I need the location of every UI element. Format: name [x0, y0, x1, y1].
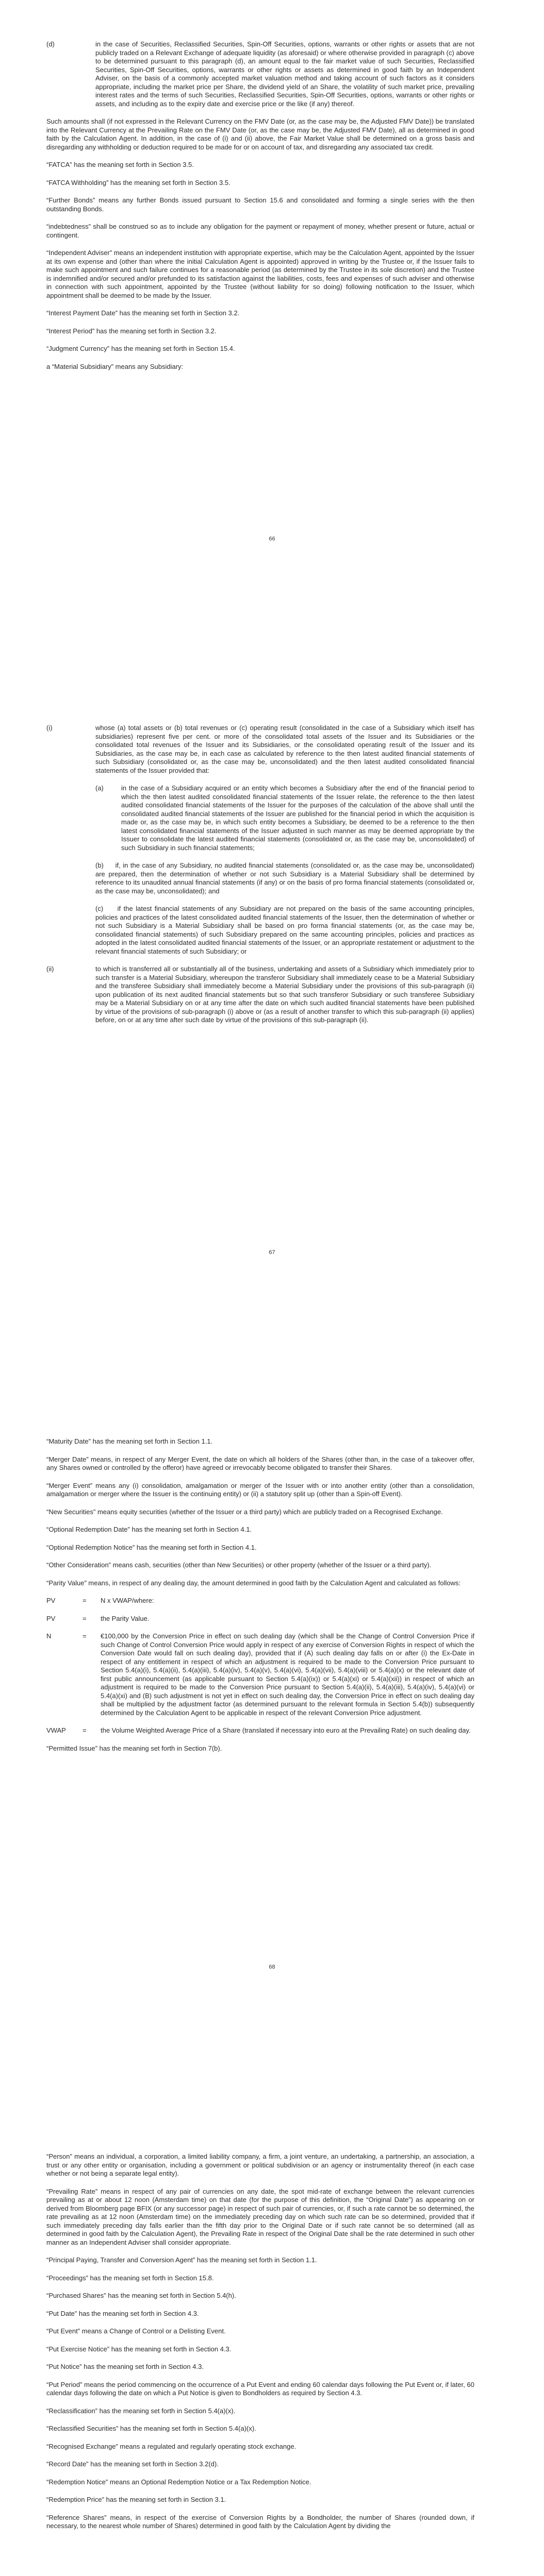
formula-row — [46, 1615, 474, 1623]
def-redemption-notice: “Redemption Notice” means an Optional Redemption Notice or a Tax Redemption Notice. — [46, 2478, 311, 2486]
def-purchased-shares: “Purchased Shares” has the meaning set forth in Section 5.4(h). — [46, 2292, 236, 2299]
def-optional-redemption-notice: “Optional Redemption Notice” has the meaning set forth in Section 4.1. — [46, 1543, 257, 1551]
formula-label: N — [46, 1632, 52, 1640]
def-proceedings: “Proceedings” has the meaning set forth in Section 15.8. — [46, 2274, 214, 2282]
page-number-66: 66 — [269, 536, 275, 542]
sub-b-text: (b) if, in the case of any Subsidiary, no audited financial statements (consolidated or, as the case may be, unconsolidated) are prepared, then the determination of whether or not such Subsidiary is a Material Subsidiary shall be determined by reference to its unaudited annual financial statements (if any) or on the basis of pro forma financial statements (consolidated or, as the case may be, unconsolidated); and — [95, 861, 474, 895]
item-d — [46, 40, 474, 108]
def-recognised-exchange: “Recognised Exchange” means a regulated and regularly operating stock exchange. — [46, 2442, 296, 2450]
formula-label: PV — [46, 1614, 56, 1622]
def-judgment-currency: “Judgment Currency” has the meaning set forth in Section 15.4. — [46, 345, 235, 352]
such-amounts-paragraph: Such amounts shall (if not expressed in the Relevant Currency on the FMV Date (or, as the case may be, the Adjusted FMV Date)) be translated into the Relevant Currency at the Prevailing Rate on the FMV Date (or, as the case may be, the Adjusted FMV Date), all as determined in good faith by the Calculation Agent. In addition, in the case of (i) and (ii) above, the Fair Market Value shall be determined on a gross basis and disregarding any withholding or deduction required to be made for or on account of tax, and disregarding any associated tax credit. — [46, 117, 474, 151]
formula-row — [46, 1632, 474, 1717]
formula-equals: = — [83, 1632, 87, 1640]
item-i-text: whose (a) total assets or (b) total revenues or (c) operating result (consolidated in the case of a Subsidiary which itself has subsidiaries) represent five per cent. or more of the consolidated total assets of the Issuer and its Subsidiaries or the consolidated total revenues of the Issuer and its Subsidiaries, or the consolidated operating result of the Issuer and its Subsidiaries, as the case may be, in each case as calculated by reference to the then latest audited financial statements of such Subsidiary (consolidated or, as the case may be, unconsolidated) and the then latest audited consolidated financial statements of the Issuer provided that: — [95, 724, 474, 774]
def-interest-period: “Interest Period” has the meaning set forth in Section 3.2. — [46, 327, 217, 335]
def-prevailing-rate: “Prevailing Rate” means in respect of any pair of currencies on any date, the spot mid-rate of exchange between the relevant currencies prevailing as at or about 12 noon (Amsterdam time) on that date (for the purpose of this definition, the “Original Date”) as appearing on or derived from Bloomberg page BFIX (or any successor page) in respect of such pair of currencies, or, if such a rate cannot be so determined, the rate prevailing as at 12 noon (Amsterdam time) on the immediately preceding day on which such rate can be so determined, provided that if such immediately preceding day falls earlier than the fifth day prior to the Original Date or if such rate cannot be so determined (all as determined in good faith by the Calculation Agent), the Prevailing Rate in respect of the Original Date shall be the rate determined in such other manner as an Independent Adviser shall consider appropriate. — [46, 2187, 474, 2246]
item-ii — [46, 965, 474, 1025]
def-reclassification: “Reclassification” has the meaning set forth in Section 5.4(a)(x). — [46, 2406, 236, 2415]
def-reference-shares: “Reference Shares” means, in respect of the exercise of Conversion Rights by a Bondholder, the number of Shares (rounded down, if necessary, to the nearest whole number of Shares) determined in good faith by the Calculation Agent by dividing the — [46, 2513, 474, 2530]
def-material-subsidiary: a “Material Subsidiary” means any Subsidiary: — [46, 362, 184, 370]
formula-text: the Volume Weighted Average Price of a Share (translated if necessary into euro at the Prevailing Rate) on such dealing day. — [101, 1726, 471, 1734]
def-fatca-withholding: “FATCA Withholding” has the meaning set forth in Section 3.5. — [46, 178, 230, 187]
def-parity-value: “Parity Value” means, in respect of any dealing day, the amount determined in good faith by the Calculation Agent and calculated as follows: — [46, 1579, 461, 1587]
def-put-event: “Put Event” means a Change of Control or a Delisting Event. — [46, 2327, 226, 2335]
def-record-date: “Record Date” has the meaning set forth in Section 3.2(d). — [46, 2460, 219, 2468]
formula-row — [46, 1726, 474, 1735]
item-d-text: in the case of Securities, Reclassified Securities, Spin-Off Securities, options, warrants or other rights or assets that are not publicly traded on a Relevant Exchange of adequate liquidity (as aforesaid) or where otherwise provided in paragraph (c) above to be determined pursuant to this paragraph (d), an amount equal to the fair market value of such Securities, Reclassified Securities, Spin-Off Securities, options, warrants or other rights or assets as determined in good faith by an Independent Adviser, on the basis of a commonly accepted market valuation method and taking account of such factors as it considers appropriate, including the market price per Share, the dividend yield of an Share, the volatility of such market price, prevailing interest rates and the terms of such Securities, Reclassified Securities, Spin-Off Securities, options, warrants or other rights or assets, and including as to the expiry date and exercise price or the like (if any) thereof. — [95, 40, 474, 108]
def-redemption-price: “Redemption Price” has the meaning set forth in Section 3.1. — [46, 2496, 226, 2503]
def-other-consideration: “Other Consideration” means cash, securities (other than New Securities) or other property (whether of the Issuer or a third party). — [46, 1561, 432, 1569]
page-66 — [46, 40, 474, 371]
def-permitted-issue: “Permitted Issue” has the meaning set forth in Section 7(b). — [46, 1744, 222, 1752]
page-68 — [46, 1437, 474, 1753]
item-i-label: (i) — [46, 724, 53, 732]
def-further-bonds: “Further Bonds” means any further Bonds issued pursuant to Section 15.6 and consolidated and forming a single series with the then outstanding Bonds. — [46, 196, 474, 213]
sub-a-text: in the case of a Subsidiary acquired or an entity which becomes a Subsidiary after the end of the financial period to which the then latest audited consolidated financial statements of the Issuer relate, the reference to the then latest audited consolidated financial statements of the Issuer for the purposes of the calculation of the above shall until the consolidated audited financial statements of the Issuer are published for the financial period in which the acquisition is made or, as the case may be, in which such entity becomes a Subsidiary, be deemed to be a reference to the then latest consolidated financial statements of the Issuer adjusted in such manner as may be deemed appropriate by the Issuer to consolidate the latest audited financial statements (consolidated or, as the case may be, unconsolidated) of such Subsidiary in such financial statements; — [121, 784, 474, 852]
formula-label: PV — [46, 1597, 56, 1604]
def-fatca: “FATCA” has the meaning set forth in Section 3.5. — [46, 161, 194, 168]
formula-text: €100,000 by the Conversion Price in effect on such dealing day (which shall be the Change of Control Conversion Price if such Change of Control Conversion Price would apply in respect of any exercise of Conversion Rights in respect of which the Conversion Date would fall on such dealing day), provided that if (A) such dealing day falls on or after (i) the Ex-Date in respect of any entitlement in respect of which an adjustment is required to be made to the Conversion Price pursuant to Section 5.4(a)(i), 5.4(a)(ii), 5.4(a)(iii), 5.4(a)(iv), 5.4(a)(v), 5.4(a)(vi), 5.4(a)(vii), 5.4(a)(viii) or 5.4(a)(x) or the relevant date of first public announcement (as applicable pursuant to Section 5.4(a)(ix)) or 5.4(a)(xi) or 5.4(a)(xii)) in respect of which an adjustment is required to be made to the Conversion Price pursuant to Section 5.4(a)(ii), 5.4(a)(iii), 5.4(a)(iv), 5.4(a)(vi) or 5.4(a)(xi) and (B) such adjustment is not yet in effect on such dealing day, the Conversion Price in effect on such dealing day shall be multiplied by the adjustment factor (as determined pursuant to the relevant formula in Section 5.4(b)) subsequently determined by the Calculation Agent to be applicable in respect of the relevant Conversion Price adjustment. — [101, 1632, 474, 1717]
page-number-67: 67 — [269, 1249, 275, 1256]
def-independent-adviser: “Independent Adviser” means an independent institution with appropriate expertise, which may be the Calculation Agent, appointed by the Issuer at its own expense and (other than where the initial Calculation Agent is appointed) approved in writing by the Trustee or, if the Issuer fails to make such appointment and such failure continues for a reasonable period (as determined by the Trustee in its sole discretion) and the Trustee is indemnified and/or secured and/or prefunded to its satisfaction against the liabilities, costs, fees and expenses of such adviser and otherwise in connection with such appointment, appointed by the Trustee (without liability for so doing) following notification to the Issuer, which appointment shall be deemed to be made by the Issuer. — [46, 249, 474, 299]
def-put-date: “Put Date” has the meaning set forth in Section 4.3. — [46, 2309, 199, 2317]
item-d-label: (d) — [46, 40, 55, 48]
def-put-notice: “Put Notice” has the meaning set forth in Section 4.3. — [46, 2363, 204, 2370]
page-69 — [46, 2153, 474, 2531]
sub-a-label: (a) — [95, 784, 104, 792]
def-interest-payment-date: “Interest Payment Date” has the meaning set forth in Section 3.2. — [46, 309, 240, 317]
item-ii-text: to which is transferred all or substantially all of the business, undertaking and assets of a Subsidiary which immediately prior to such transfer is a Material Subsidiary, whereupon the transferor Subsidiary shall immediately cease to be a Material Subsidiary and the transferee Subsidiary shall immediately become a Material Subsidiary under the provisions of this sub-paragraph (ii) upon publication of its next audited financial statements but so that such transferor Subsidiary or such transferee Subsidiary may be a Material Subsidiary on or at any time after the date on which such audited financial statements have been published by virtue of the provisions of sub-paragraph (i) above or (as a result of another transfer to which this sub-paragraph (ii) applies) before, on or at any time after such date by virtue of the provisions of this sub-paragraph (ii). — [95, 965, 474, 1024]
def-optional-redemption-date: “Optional Redemption Date” has the meaning set forth in Section 4.1. — [46, 1526, 252, 1533]
formula-equals: = — [83, 1614, 87, 1622]
def-put-exercise-notice: “Put Exercise Notice” has the meaning set forth in Section 4.3. — [46, 2345, 232, 2353]
item-ii-label: (ii) — [46, 965, 54, 973]
formula-equals: = — [83, 1597, 87, 1604]
def-indebtedness: “indebtedness” shall be construed so as to include any obligation for the payment or repayment of money, whether present or future, actual or contingent. — [46, 223, 474, 239]
formula-label: VWAP — [46, 1726, 66, 1734]
sub-c-text: (c) if the latest financial statements of any Subsidiary are not prepared on the basis of the same accounting principles, policies and practices of the latest consolidated audited financial statements of the Issuer, then the determination of whether or not such Subsidiary is a Material Subsidiary shall be based on pro forma financial statements (or, as the case may be, consolidated financial statements) of such Subsidiary prepared on the same accounting principles, policies and practices as adopted in the latest consolidated audited financial statements of the Issuer, or an appropriate restatement or adjustment to the relevant financial statements of such Subsidiary; or — [95, 905, 474, 955]
page-number-68: 68 — [269, 1964, 275, 1970]
def-principal-paying-agent: “Principal Paying, Transfer and Conversion Agent” has the meaning set forth in Section 1.1. — [46, 2256, 317, 2264]
def-new-securities: “New Securities” means equity securities (whether of the Issuer or a third party) which are publicly traded on a Recognised Exchange. — [46, 1507, 443, 1516]
formula-equals: = — [83, 1726, 87, 1734]
def-maturity-date: “Maturity Date” has the meaning set forth in Section 1.1. — [46, 1437, 213, 1445]
def-merger-event: “Merger Event” means any (i) consolidation, amalgamation or merger of the Issuer with or into another entity (other than a consolidation, amalgamation or merger where the Issuer is the continuing entity) or (ii) a statutory split up (other than a Spin-off Event). — [46, 1481, 474, 1498]
def-person: “Person” means an individual, a corporation, a limited liability company, a firm, a joint venture, an undertaking, a partnership, an association, a trust or any other entity or organisation, including a government or political subdivision or an agency or instrumentality thereof (in each case whether or not being a separate legal entity). — [46, 2153, 474, 2177]
sub-a — [95, 784, 474, 852]
def-merger-date: “Merger Date” means, in respect of any Merger Event, the date on which all holders of the Shares (other than, in the case of a takeover offer, any Shares owned or controlled by the offeror) have agreed or irrevocably become obligated to transfer their Shares. — [46, 1455, 474, 1471]
def-put-period: “Put Period” means the period commencing on the occurrence of a Put Event and ending 60 calendar days following the Put Event or, if later, 60 calendar days following the date on which a Put Notice is given to Bondholders as required by Section 4.3. — [46, 2380, 474, 2397]
item-i — [46, 724, 474, 775]
page-67 — [46, 724, 474, 1025]
formula-text: the Parity Value. — [101, 1614, 150, 1622]
formula-text: N x VWAP/where: — [101, 1597, 154, 1604]
formula-row — [46, 1597, 474, 1605]
def-reclassified-securities: “Reclassified Securities” has the meaning set forth in Section 5.4(a)(x). — [46, 2425, 256, 2432]
